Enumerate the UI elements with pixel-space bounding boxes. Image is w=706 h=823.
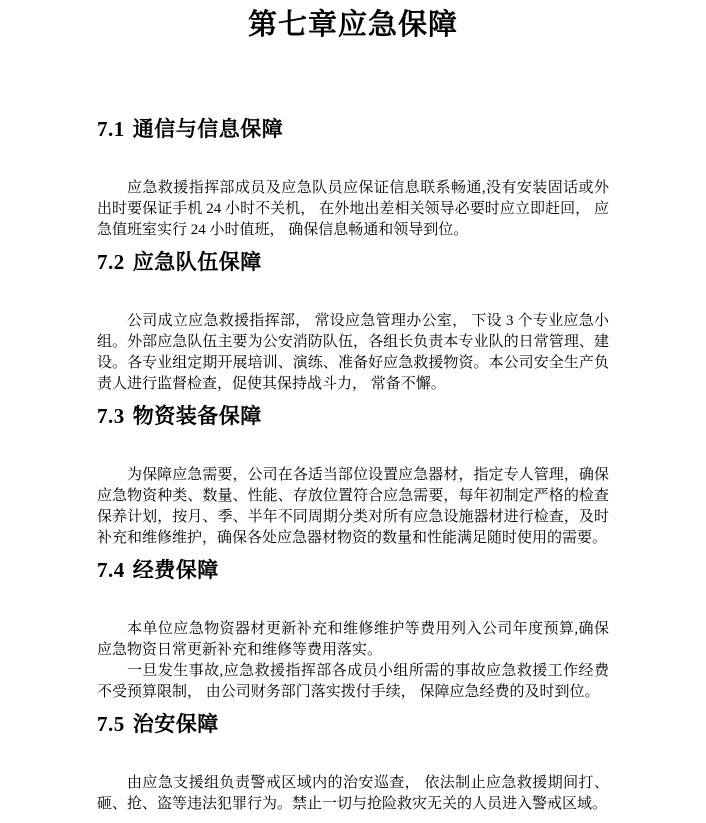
section-heading xyxy=(97,249,609,275)
section-materials xyxy=(97,403,609,549)
section-number: 7.4 xyxy=(97,558,125,582)
section-title: 经费保障 xyxy=(132,558,219,582)
section-funding xyxy=(97,557,609,703)
section-heading xyxy=(97,116,609,142)
section-number: 7.1 xyxy=(97,117,125,141)
paragraph: 应急救援指挥部成员及应急队员应保证信息联系畅通,没有安装固话或外出时要保证手机 24 小时不关机， 在外地出差相关领导必要时应立即赶回， 应急值班室实行 24 小时值班， 确保信息畅通和领导到位。 xyxy=(97,180,609,238)
paragraph: 由应急支援组负责警戒区域内的治安巡查， 依法制止应急救援期间打、砸、抢、盗等违法犯罪行为。禁止一切与抢险救灾无关的人员进入警戒区域。 xyxy=(97,775,609,812)
paragraph: 一旦发生事故,应急救援指挥部各成员小组所需的事故应急救援工作经费不受预算限制， 由公司财务部门落实拨付手续， 保障应急经费的及时到位。 xyxy=(97,663,609,700)
paragraph: 为保障应急需要，公司在各适当部位设置应急器材，指定专人管理，确保应急物资种类、数量、性能、存放位置符合应急需要，每年初制定严格的检查保养计划，按月、季、半年不同周期分类对所有应急设施器材进行检查，及时补充和维修维护，确保各处应急器材物资的数量和性能满足随时使用的需要。 xyxy=(97,467,609,546)
section-team xyxy=(97,249,609,395)
section-title: 通信与信息保障 xyxy=(132,117,284,141)
section-title: 治安保障 xyxy=(132,712,219,736)
section-security xyxy=(97,711,609,815)
section-communication xyxy=(97,116,609,241)
paragraph: 公司成立应急救援指挥部， 常设应急管理办公室， 下设 3 个专业应急小组。外部应急队伍主要为公安消防队伍，各组长负责本专业队的日常管理、建设。各专业组定期开展培训、演练、准备好应急救援物资。本公司安全生产负责人进行监督检查，促使其保持战斗力， 常备不懈。 xyxy=(97,313,609,392)
section-number: 7.5 xyxy=(97,712,125,736)
paragraph: 本单位应急物资器材更新补充和维修维护等费用列入公司年度预算,确保应急物资日常更新补充和维修等费用落实。 xyxy=(97,621,609,658)
section-heading xyxy=(97,403,609,429)
section-title: 物资装备保障 xyxy=(132,404,262,428)
section-heading xyxy=(97,557,609,583)
section-title: 应急队伍保障 xyxy=(132,250,262,274)
section-number: 7.2 xyxy=(97,250,125,274)
page-title: 第七章应急保障 xyxy=(247,9,458,41)
section-number: 7.3 xyxy=(97,404,125,428)
section-heading xyxy=(97,711,609,737)
